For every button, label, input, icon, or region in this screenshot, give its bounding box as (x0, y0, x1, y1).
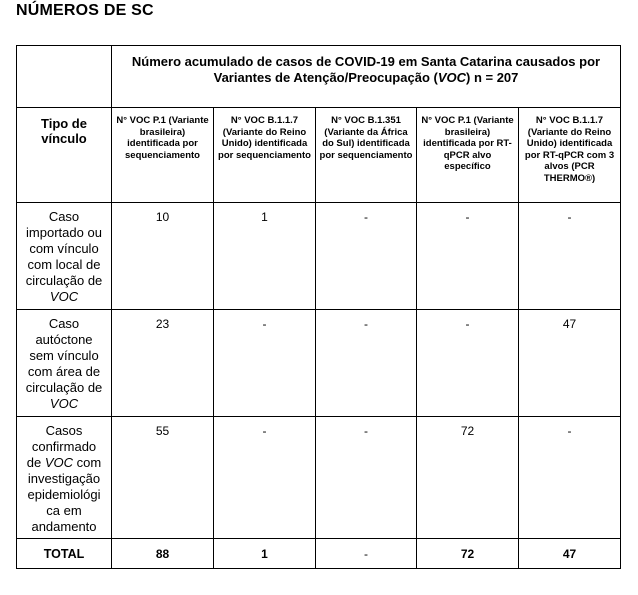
row-label-line: Casos (45, 423, 83, 438)
total-cell: 47 (519, 539, 621, 569)
table-cell: 1 (214, 203, 316, 310)
table-cell: - (417, 203, 519, 310)
row-label-line: investigação (27, 471, 101, 486)
col-header-b117-pcr: N° VOC B.1.1.7 (Variante do Reino Unido) identificada por RT-qPCR com 3 alvos (PCR THERMO®) (519, 108, 621, 203)
row-label-line: Caso (48, 316, 80, 331)
table-cell: - (316, 417, 417, 539)
table-cell: - (214, 310, 316, 417)
total-label: TOTAL (17, 539, 112, 569)
table-cell: - (316, 203, 417, 310)
total-row (17, 539, 621, 569)
table-cell: - (519, 417, 621, 539)
table-cell: 23 (112, 310, 214, 417)
row-label-line: andamento (31, 519, 97, 534)
empty-corner-cell (17, 46, 112, 108)
row-label-line: importado ou (26, 225, 102, 240)
super-header-text: Número acumulado de casos de COVID-19 em Santa Catarina causados por Variantes de Atenção/Preocupação ( (131, 54, 601, 85)
row-label-line: circulação de (25, 380, 103, 395)
table-row (17, 203, 621, 310)
row-label-line: Caso (48, 209, 80, 224)
super-header-cell (112, 46, 621, 108)
super-header-count: ) n = 207 (466, 70, 519, 85)
table-row (17, 310, 621, 417)
table-super-header-row (17, 46, 621, 108)
row-label-line: com área de (27, 364, 101, 379)
table-cell: 72 (417, 417, 519, 539)
table-cell: 55 (112, 417, 214, 539)
row-label-line: com (73, 455, 102, 470)
page-title: NÚMEROS DE SC (16, 2, 154, 19)
row-label-line: com local de (27, 257, 101, 272)
row-label-line: com vínculo (29, 241, 99, 256)
table-cell: 10 (112, 203, 214, 310)
table-cell: - (316, 310, 417, 417)
table-cell: - (214, 417, 316, 539)
row-label-line: epidemiológi (27, 487, 101, 502)
row-label-line: ca em (46, 503, 82, 518)
total-cell: 1 (214, 539, 316, 569)
column-header-row (17, 108, 621, 203)
table-cell: - (519, 203, 621, 310)
table-cell: - (417, 310, 519, 417)
row-label-line: confirmado (31, 439, 97, 454)
super-header-voc: VOC (437, 70, 466, 85)
row-label-voc: VOC (44, 455, 74, 470)
row-label-em-investigacao (17, 417, 112, 539)
col-header-p1-seq: N° VOC P.1 (Variante brasileira) identificada por sequenciamento (112, 108, 214, 203)
col-header-b117-seq: N° VOC B.1.1.7 (Variante do Reino Unido) identificada por sequenciamento (214, 108, 316, 203)
table-cell: 47 (519, 310, 621, 417)
col-header-b1351-seq: N° VOC B.1.351 (Variante da África do Sul) identificada por sequenciamento (316, 108, 417, 203)
row-label-voc: VOC (49, 289, 79, 304)
row-header-tipo-vinculo: Tipo de vínculo (17, 108, 112, 203)
voc-cases-table (16, 45, 621, 569)
total-cell: 72 (417, 539, 519, 569)
row-label-importado (17, 203, 112, 310)
row-label-line: autóctone (35, 332, 93, 347)
col-header-p1-pcr: N° VOC P.1 (Variante brasileira) identificada por RT-qPCR alvo específico (417, 108, 519, 203)
total-cell: - (316, 539, 417, 569)
row-label-autoctone (17, 310, 112, 417)
row-label-line: sem vínculo (29, 348, 99, 363)
row-label-line: de (26, 455, 45, 470)
row-label-voc: VOC (49, 396, 79, 411)
total-cell: 88 (112, 539, 214, 569)
table-row (17, 417, 621, 539)
row-label-line: circulação de (25, 273, 103, 288)
